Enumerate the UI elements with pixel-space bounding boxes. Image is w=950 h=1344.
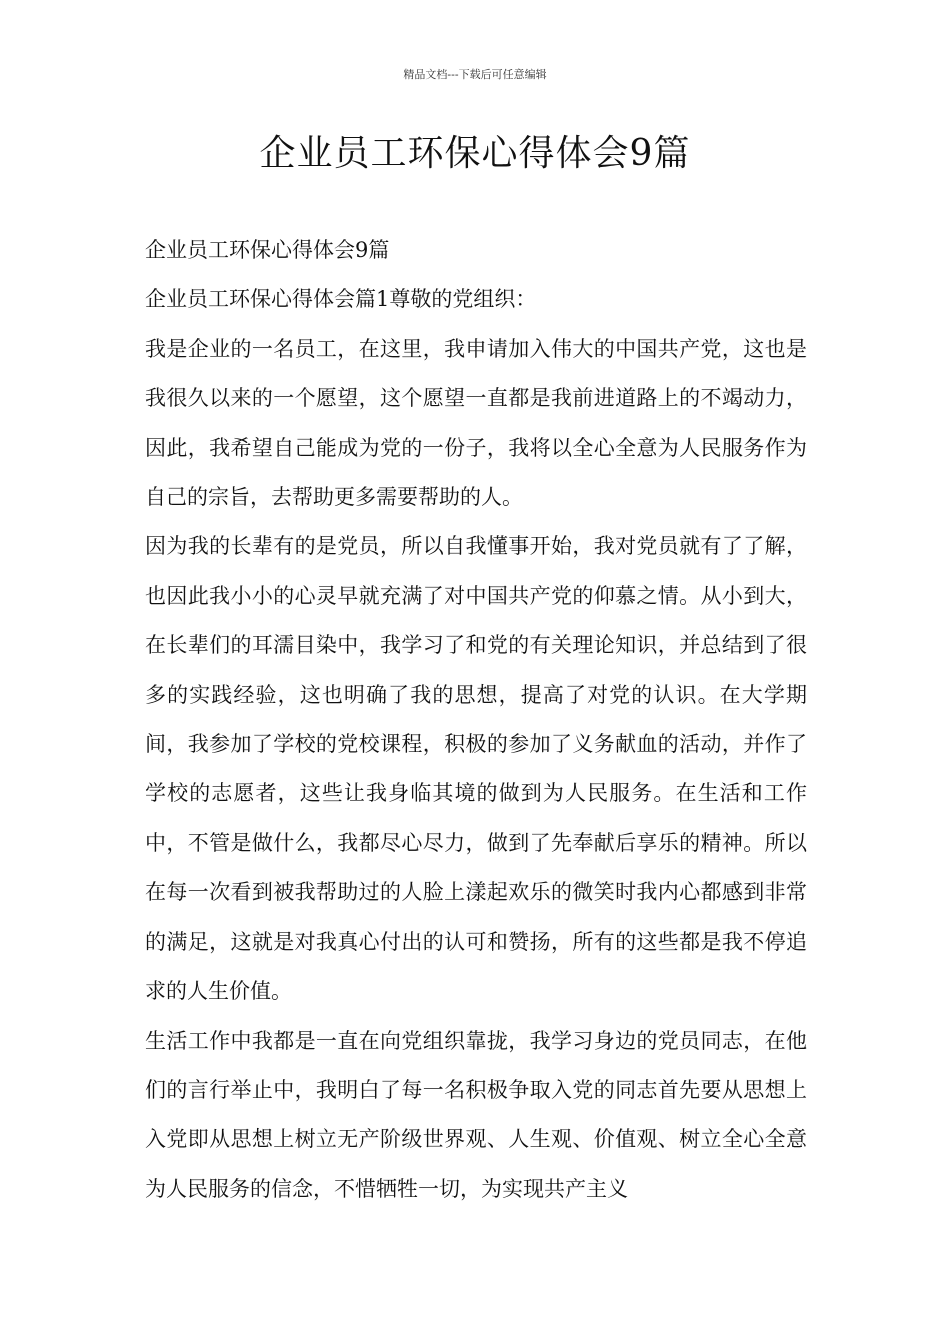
paragraph-salutation: 企业员工环保心得体会篇1尊敬的党组织： [145, 287, 537, 312]
paragraph: 生活工作中我都是一直在向党组织靠拢，我学习身边的党员同志，在他们的言行举止中，我明白了每一名积极争取入党的同志首先要从思想上入党即从思想上树立无产阶级世界观、人生观、价值观、树立全心全意为人民服务的信念，不惜牺牲一切，为实现共产主义 [145, 1028, 807, 1201]
paragraph-subtitle: 企业员工环保心得体会9篇 [145, 238, 390, 262]
paragraph: 我是企业的一名员工，在这里，我申请加入伟大的中国共产党，这也是我很久以来的一个愿望，这个愿望一直都是我前进道路上的不竭动力，因此，我希望自己能成为党的一份子，我将以全心全意为人民服务作为自己的宗旨，去帮助更多需要帮助的人。 [145, 336, 807, 510]
header-note: 精品文档---下载后可任意编辑 [403, 68, 547, 81]
paragraph: 因为我的长辈有的是党员，所以自我懂事开始，我对党员就有了了解，也因此我小小的心灵早就充满了对中国共产党的仰慕之情。从小到大，在长辈们的耳濡目染中，我学习了和党的有关理论知识，并总结到了很多的实践经验，这也明确了我的思想，提高了对党的认识。在大学期间，我参加了学校的党校课程，积极的参加了义务献血的活动，并作了学校的志愿者，这些让我身临其境的做到为人民服务。在生活和工作中，不管是做什么，我都尽心尽力，做到了先奉献后享乐的精神。所以在每一次看到被我帮助过的人脸上漾起欢乐的微笑时我内心都感到非常的满足，这就是对我真心付出的认可和赞扬，所有的这些都是我不停追求的人生价值。 [145, 534, 807, 1004]
document-title: 企业员工环保心得体会9篇 [259, 133, 691, 174]
document-body [145, 226, 807, 1214]
